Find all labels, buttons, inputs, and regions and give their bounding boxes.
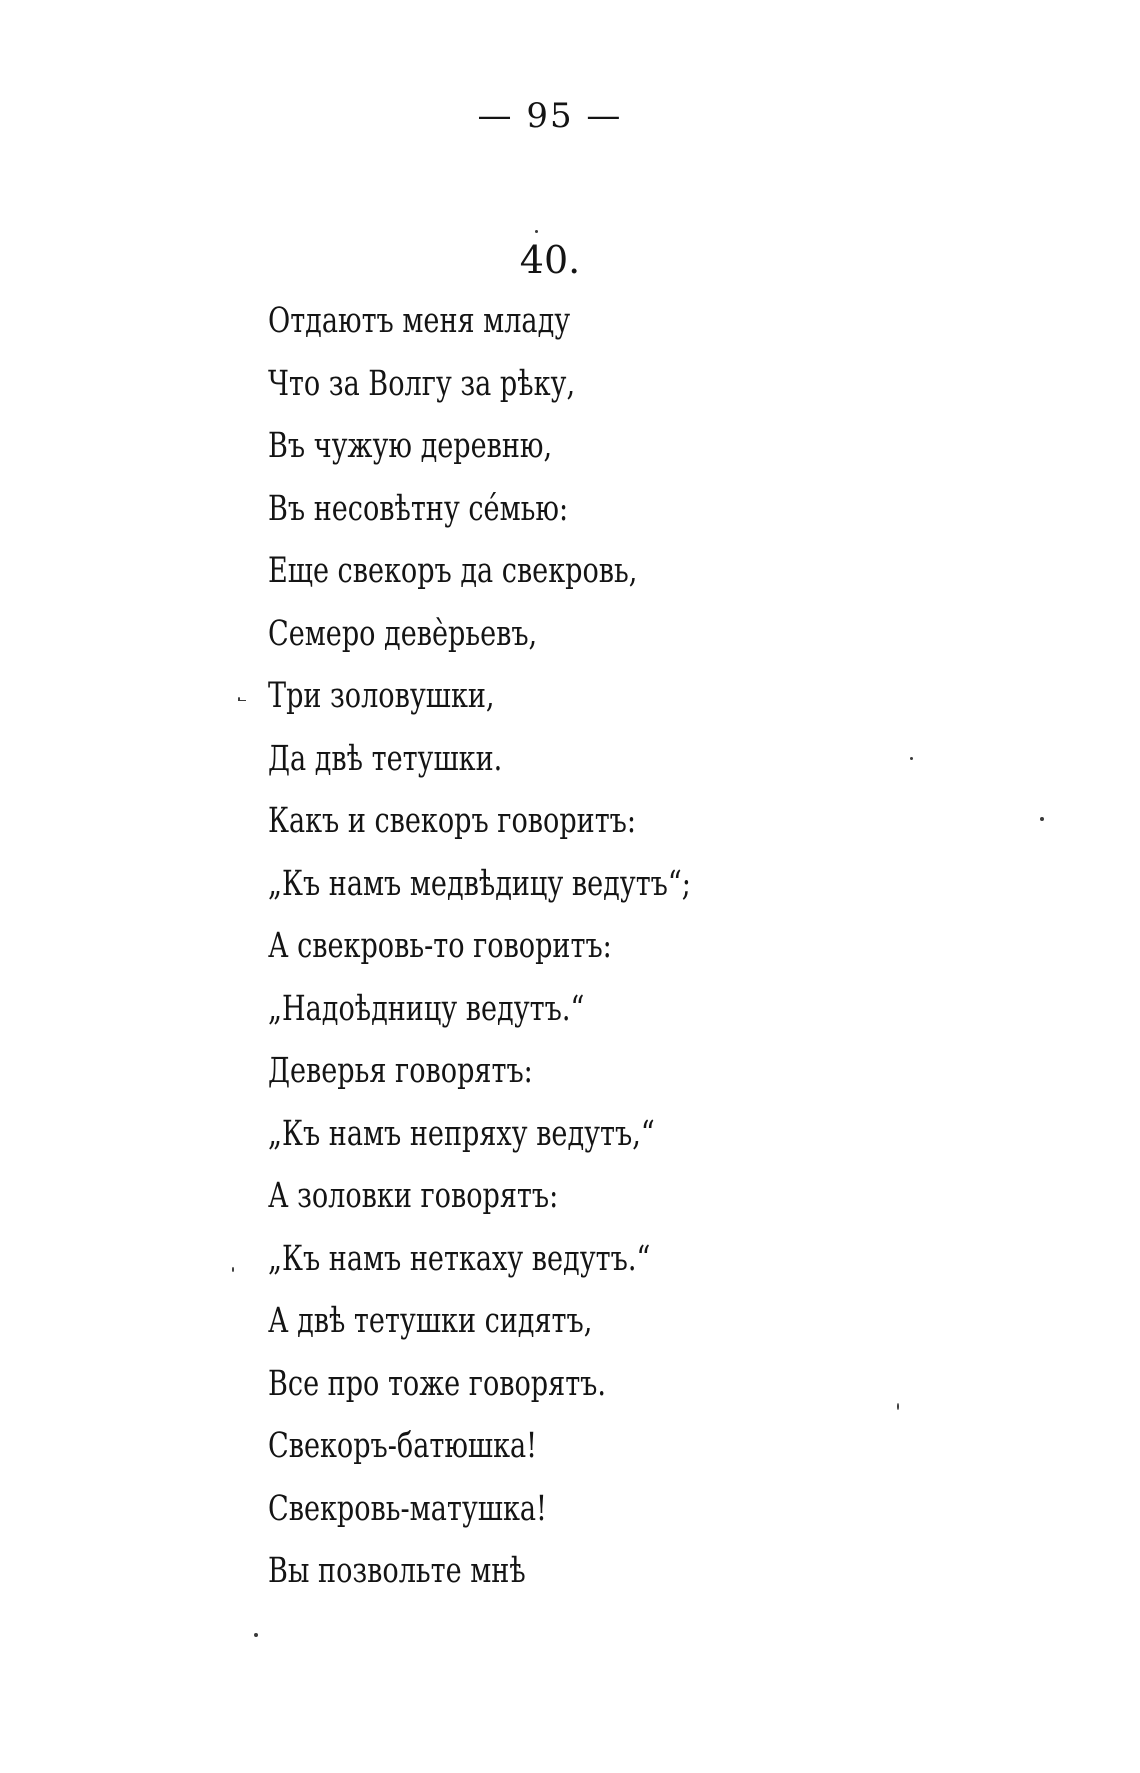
verse-line: Что за Волгу за рѣку,	[268, 363, 576, 404]
poem-text	[268, 290, 760, 1603]
scan-speck	[1040, 817, 1044, 821]
verse-line: Свекоръ-батюшка!	[268, 1426, 538, 1466]
scan-speck	[910, 757, 913, 760]
verse-line: „Надоѣдницу ведутъ.“	[268, 988, 585, 1029]
poem-number: 40.	[519, 238, 581, 282]
verse-line: „Къ намъ неткаху ведутъ.“	[268, 1238, 651, 1279]
verse-line: Въ несовѣтну се́мью:	[268, 488, 569, 529]
verse-line: Еще свекоръ да свекровь,	[268, 551, 638, 591]
verse-line: Семеро девѐрьевъ,	[268, 613, 538, 654]
verse-line: Въ чужую деревню,	[268, 426, 553, 466]
verse-line: Да двѣ тетушки.	[268, 738, 503, 779]
scan-speck	[254, 1633, 258, 1637]
scan-speck	[897, 1403, 899, 1410]
verse-line: Деверья говорятъ:	[268, 1051, 533, 1091]
scan-speck	[535, 230, 538, 233]
verse-line: А двѣ тетушки сидятъ,	[268, 1301, 593, 1341]
verse-line: Все про тоже говорятъ.	[268, 1363, 606, 1404]
scan-speck	[238, 700, 246, 701]
verse-line: Какъ и свекоръ говоритъ:	[268, 801, 637, 841]
scan-speck	[232, 1267, 234, 1272]
verse-line: „Къ намъ непряху ведутъ,“	[268, 1113, 655, 1154]
verse-line: Вы позвольте мнѣ	[268, 1551, 526, 1591]
verse-line: Три золовушки,	[268, 676, 495, 716]
page-number: — 95 —	[477, 96, 623, 136]
verse-line: Отдаютъ меня младу	[268, 301, 571, 341]
verse-line: Свекровь-матушка!	[268, 1488, 547, 1529]
verse-line: „Къ намъ медвѣдицу ведутъ“;	[268, 863, 691, 904]
verse-line: А золовки говорятъ:	[268, 1176, 559, 1216]
verse-line: А свекровь-то говоритъ:	[268, 926, 612, 966]
